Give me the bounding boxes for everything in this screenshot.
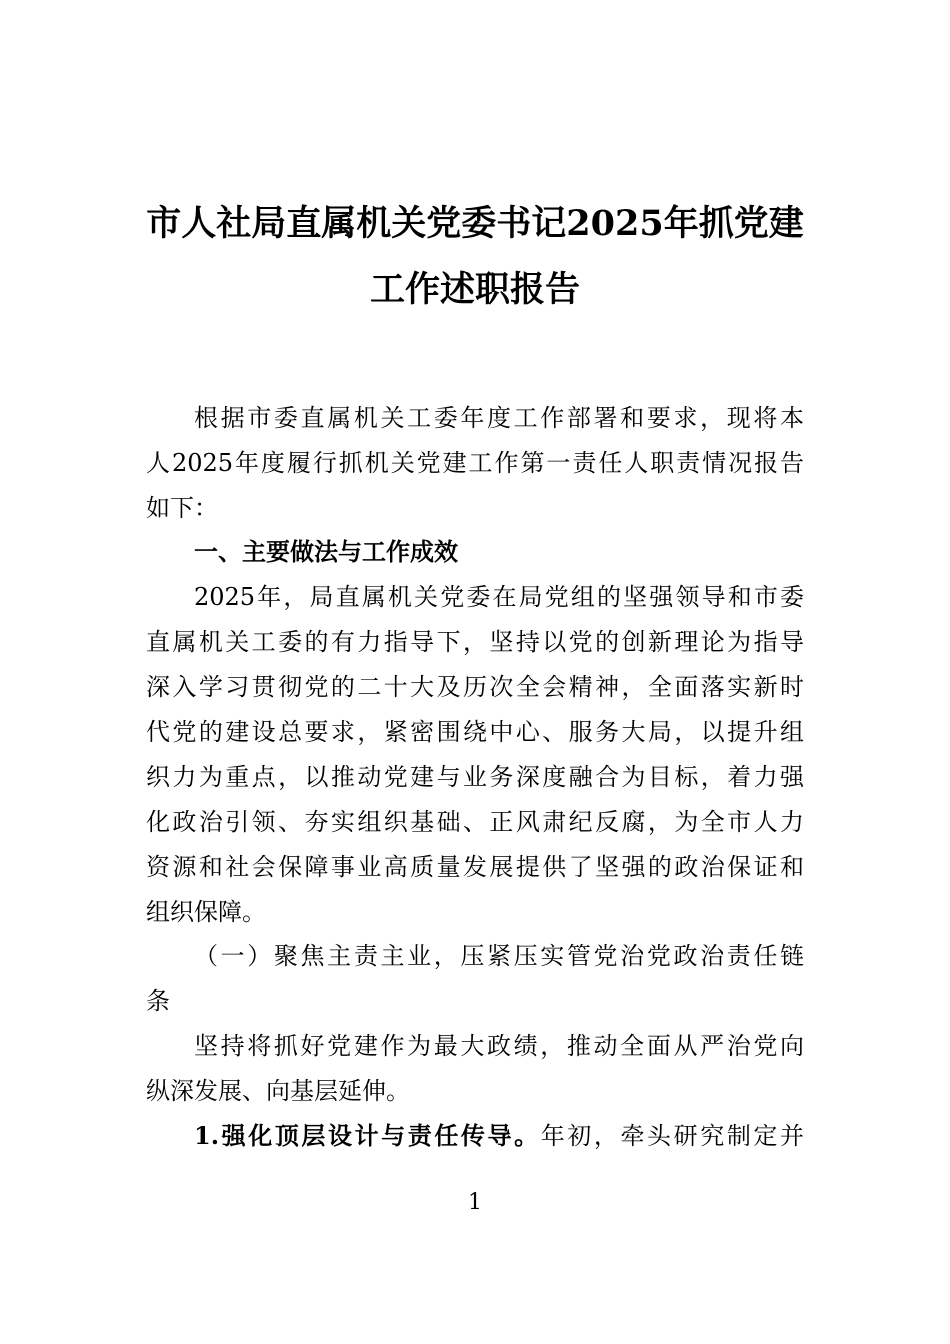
subsection-1-heading-line-2: 条 [146,987,170,1015]
item-1-line [194,1121,804,1151]
intro-line-3: 如下： [146,494,218,522]
section-1-line-4: 代党的建设总要求，紧密围绕中心、服务大局，以提升组 [146,718,804,746]
intro-line-1: 根据市委直属机关工委年度工作部署和要求，现将本 [194,404,804,432]
section-1-line-6: 化政治引领、夯实组织基础、正风肃纪反腐，为全市人力 [146,808,804,836]
section-1-line-3: 深入学习贯彻党的二十大及历次全会精神，全面落实新时 [146,673,804,701]
page-number: 1 [468,1190,482,1215]
document-title-line-1: 市人社局直属机关党委书记2025年抓党建 [146,203,804,244]
item-1-text: 年初，牵头研究制定并 [540,1122,804,1150]
document-title-line-2: 工作述职报告 [369,269,580,310]
section-1-line-2: 直属机关工委的有力指导下，坚持以党的创新理论为指导 [146,628,804,656]
subsection-1-line-1: 坚持将抓好党建作为最大政绩，推动全面从严治党向 [194,1032,804,1060]
intro-line-2: 人2025年度履行抓机关党建工作第一责任人职责情况报告 [146,449,804,477]
item-1-lead: 1.强化顶层设计与责任传导。 [194,1121,541,1150]
section-1-heading: 一、主要做法与工作成效 [194,538,458,566]
section-1-line-7: 资源和社会保障事业高质量发展提供了坚强的政治保证和 [146,853,804,881]
subsection-1-heading-line-1: （一）聚焦主责主业，压紧压实管党治党政治责任链 [194,942,804,970]
section-1-line-8: 组织保障。 [146,898,266,926]
section-1-line-1: 2025年，局直属机关党委在局党组的坚强领导和市委 [194,583,804,611]
subsection-1-line-2: 纵深发展、向基层延伸。 [146,1077,410,1105]
section-1-line-5: 织力为重点，以推动党建与业务深度融合为目标，着力强 [146,763,804,791]
